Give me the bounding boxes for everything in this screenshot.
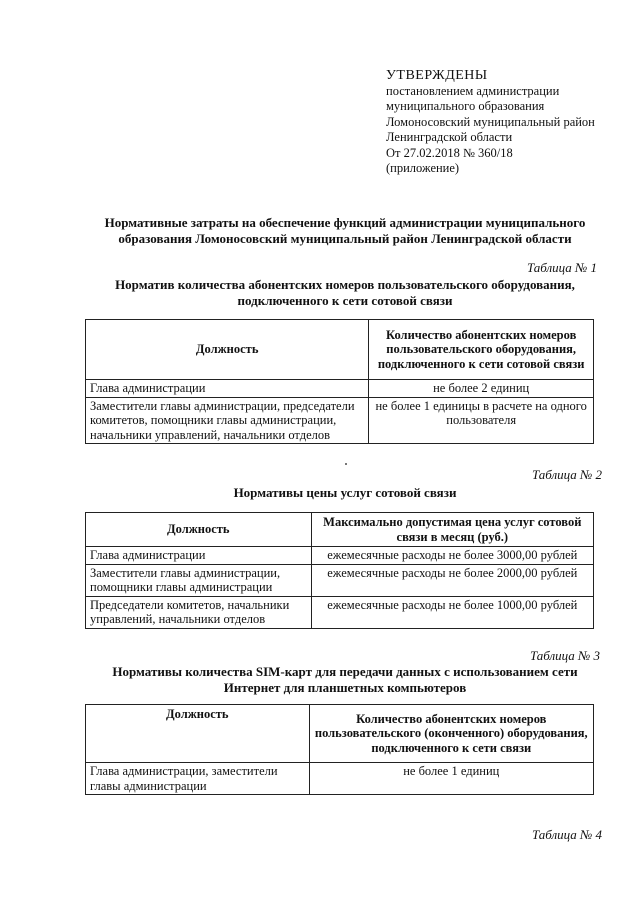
table3-header-position: Должность <box>86 705 310 763</box>
table1-label: Таблица № 1 <box>527 260 598 275</box>
table3-title <box>95 664 595 695</box>
table1-title <box>95 277 595 308</box>
approval-line: муниципального образования <box>386 99 545 113</box>
table1 <box>85 319 594 444</box>
approval-line: постановлением администрации <box>386 83 560 98</box>
table2-cell-price: ежемесячные расходы не более 3000,00 рублей <box>311 547 593 565</box>
approval-line: От 27.02.2018 № 360/18 <box>386 145 513 160</box>
scan-speck <box>345 463 347 465</box>
table2-cell-price: ежемесячные расходы не более 1000,00 рублей <box>311 596 593 628</box>
table3-title-line: Интернет для планшетных компьютеров <box>223 679 467 695</box>
approval-line: Ломоносовский муниципальный район <box>386 114 595 129</box>
table2 <box>85 512 594 629</box>
table1-title-line: Норматив количества абонентских номеров пользовательского оборудования, <box>115 277 575 292</box>
table1-cell-position: Заместители главы администрации, председатели комитетов, помощники главы администрации, начальники управлений, начальники отделов <box>86 397 369 444</box>
table3-title-line: Нормативы количества SIM-карт для передачи данных с использованием сети <box>112 664 578 679</box>
table1-cell-quantity: не более 2 единиц <box>369 380 594 398</box>
table1-cell-position: Глава администрации <box>86 380 369 398</box>
approval-block <box>386 68 595 177</box>
document-title <box>95 215 595 246</box>
approval-line: (приложение) <box>386 161 460 175</box>
table1-header-position: Должность <box>86 320 369 380</box>
table2-header-price: Максимально допустимая цена услуг сотовой связи в месяц (руб.) <box>311 513 593 547</box>
table2-cell-position: Заместители главы администрации, помощники главы администрации <box>86 564 312 596</box>
approval-line: Ленинградской области <box>386 130 513 144</box>
table1-header-quantity: Количество абонентских номеров пользовательского оборудования, подключенного к сети сотовой связи <box>369 320 594 380</box>
table-row <box>86 763 594 795</box>
table2-title-line: Нормативы цены услуг сотовой связи <box>233 485 457 500</box>
table-row <box>86 547 594 565</box>
approval-heading: УТВЕРЖДЕНЫ <box>386 68 488 83</box>
table2-cell-price: ежемесячные расходы не более 2000,00 рублей <box>311 564 593 596</box>
table2-cell-position: Глава администрации <box>86 547 312 565</box>
table3-header-quantity: Количество абонентских номеров пользовательского (оконченного) оборудования, подключенного к сети связи <box>309 705 593 763</box>
table2-title <box>95 485 595 501</box>
document-title-line: Нормативные затраты на обеспечение функций администрации муниципального <box>104 215 586 230</box>
table2-label: Таблица № 2 <box>532 467 603 482</box>
table2-cell-position: Председатели комитетов, начальники управлений, начальники отделов <box>86 596 312 628</box>
table1-cell-quantity: не более 1 единицы в расчете на одного пользователя <box>369 397 594 444</box>
table3-label: Таблица № 3 <box>530 648 601 663</box>
table-row <box>86 596 594 628</box>
table-row <box>86 564 594 596</box>
table3-cell-position: Глава администрации, заместители главы администрации <box>86 763 310 795</box>
table3-cell-quantity: не более 1 единиц <box>309 763 593 795</box>
table-row <box>86 397 594 444</box>
table-row <box>86 380 594 398</box>
table4-label: Таблица № 4 <box>532 827 603 842</box>
table3 <box>85 704 594 795</box>
document-title-line: образования Ломоносовский муниципальный район Ленинградской области <box>118 230 572 246</box>
table2-header-position: Должность <box>86 513 312 547</box>
table1-title-line: подключенного к сети сотовой связи <box>237 292 453 308</box>
